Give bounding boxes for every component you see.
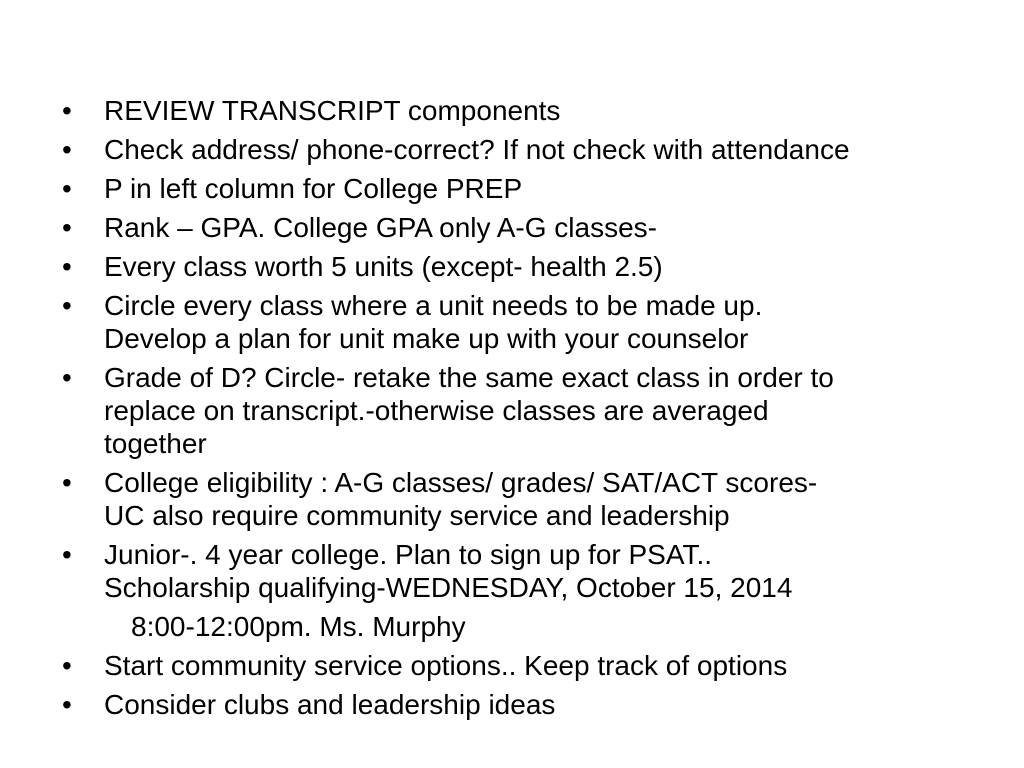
bullet-text: Develop a plan for unit make up with your counselor: [104, 323, 749, 354]
bullet-text: Junior-. 4 year college. Plan to sign up for PSAT..: [104, 539, 713, 570]
bullet-text: UC also require community service and leadership: [104, 500, 730, 531]
bullet-text: Consider clubs and leadership ideas: [104, 689, 556, 720]
bullet-icon: •: [62, 689, 72, 720]
bullet-item: [60, 211, 1020, 244]
bullet-list: [60, 94, 1020, 727]
bullet-text: Start community service options.. Keep track of options: [104, 650, 788, 681]
bullet-text: Every class worth 5 units (except- health 2.5): [104, 251, 663, 282]
bullet-text: Circle every class where a unit needs to be made up.: [104, 290, 763, 321]
bullet-item: [60, 172, 1020, 205]
bullet-item: [60, 466, 1020, 532]
sub-line-text: 8:00-12:00pm. Ms. Murphy: [131, 611, 466, 642]
bullet-icon: •: [62, 290, 72, 321]
bullet-item: [60, 250, 1020, 283]
bullet-text: P in left column for College PREP: [104, 173, 523, 204]
bullet-text: Check address/ phone-correct? If not check with attendance: [104, 134, 850, 165]
bullet-icon: •: [62, 212, 72, 243]
bullet-icon: •: [62, 650, 72, 681]
bullet-item: [60, 289, 1020, 355]
bullet-text: REVIEW TRANSCRIPT components: [104, 95, 561, 126]
bullet-icon: •: [62, 251, 72, 282]
bullet-icon: •: [62, 134, 72, 165]
bullet-text: Grade of D? Circle- retake the same exact class in order to: [104, 362, 834, 393]
bullet-item: [60, 649, 1020, 682]
bullet-icon: •: [62, 467, 72, 498]
bullet-item: [60, 133, 1020, 166]
bullet-text: College eligibility : A-G classes/ grades/ SAT/ACT scores-: [104, 467, 818, 498]
bullet-icon: •: [62, 173, 72, 204]
bullet-text: replace on transcript.-otherwise classes are averaged: [104, 395, 769, 426]
bullet-text: together: [104, 428, 207, 459]
bullet-text: Rank – GPA. College GPA only A-G classes-: [104, 212, 657, 243]
bullet-item: [60, 94, 1020, 127]
bullet-item: [60, 361, 1020, 460]
bullet-item: [60, 538, 1020, 604]
bullet-icon: •: [62, 539, 72, 570]
bullet-item: [60, 688, 1020, 721]
bullet-icon: •: [62, 362, 72, 393]
bullet-icon: •: [62, 95, 72, 126]
bullet-text: Scholarship qualifying-WEDNESDAY, October 15, 2014: [104, 572, 793, 603]
